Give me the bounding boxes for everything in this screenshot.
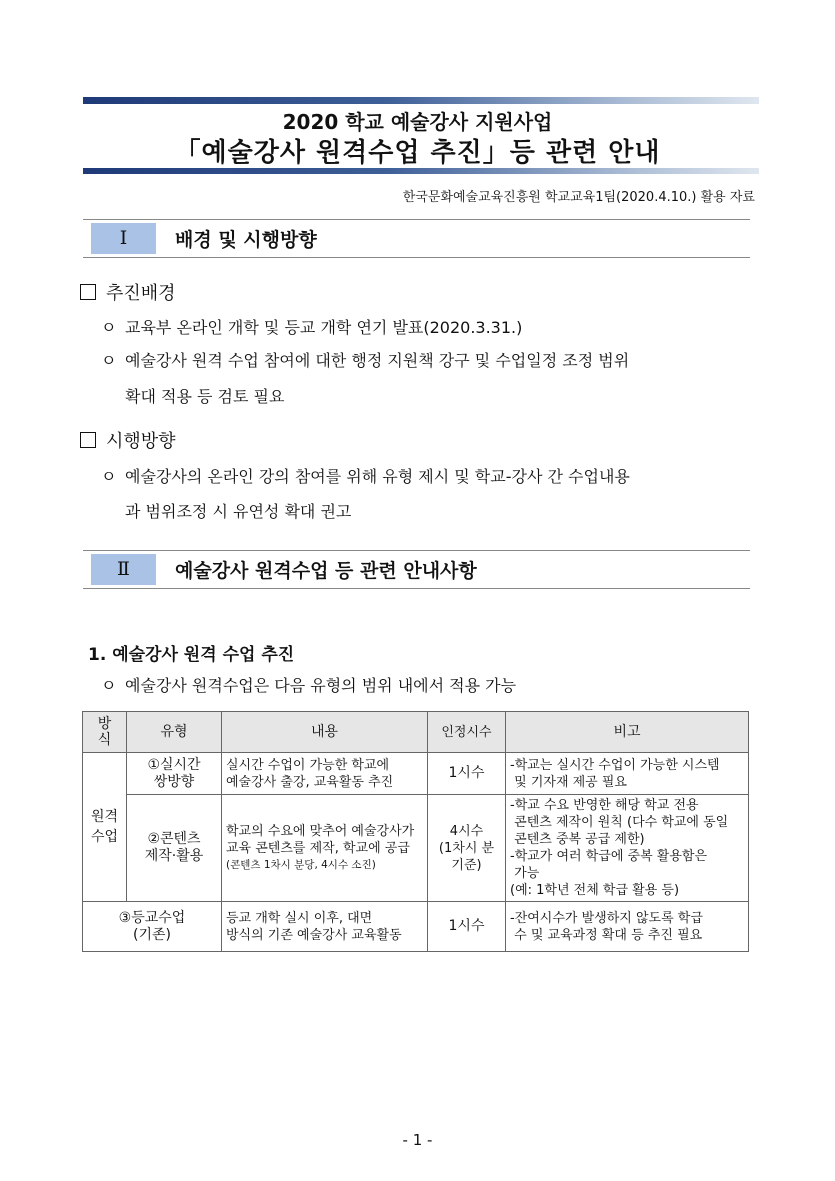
page-number: - 1 - bbox=[402, 1131, 433, 1149]
section-2-title: 예술강사 원격수업 등 관련 안내사항 bbox=[175, 560, 477, 582]
content-small-note: (콘텐츠 1차시 분당, 4시수 소진) bbox=[226, 858, 376, 871]
note-cell: -학교 수요 반영한 해당 학교 전용 콘텐츠 제작이 원칙 (다수 학교에 동일 콘텐츠 중복 공급 제한) -학교가 여러 학급에 중복 활용함은 가능 (예: 1학년 전체 학급 활용 등) bbox=[506, 795, 749, 902]
direction-bullet-1 bbox=[101, 461, 630, 493]
type-cell: ①실시간 쌍방향 bbox=[127, 753, 222, 795]
background-heading bbox=[80, 279, 176, 305]
direction-heading-label: 시행방향 bbox=[106, 431, 176, 452]
section-1-title: 배경 및 시행방향 bbox=[175, 229, 317, 251]
direction-bullet-1-cont: 과 범위조정 시 유연성 확대 권고 bbox=[125, 502, 352, 521]
remote-class-table bbox=[82, 711, 749, 952]
hours-cell: 1시수 bbox=[428, 753, 506, 795]
bullet-mark: ㅇ bbox=[101, 676, 117, 695]
bullet-mark: ㅇ bbox=[101, 318, 117, 337]
table-header-row bbox=[83, 712, 749, 753]
checkbox-square-icon bbox=[80, 284, 96, 300]
section-1-header bbox=[83, 219, 750, 257]
document-title-line1: 2020 학교 예술강사 지원사업 bbox=[282, 110, 553, 134]
title-top-bar bbox=[83, 97, 759, 104]
background-bullet-2 bbox=[101, 345, 629, 377]
bullet-text: 교육부 온라인 개학 및 등교 개학 연기 발표(2020.3.31.) bbox=[125, 318, 523, 337]
subsection-1-title: 1. 예술강사 원격 수업 추진 bbox=[88, 645, 295, 665]
title-bottom-bar bbox=[83, 168, 759, 174]
content-cell: 실시간 수업이 가능한 학교에 예술강사 출강, 교육활동 추진 bbox=[222, 753, 428, 795]
subsection-1-bullet bbox=[101, 670, 516, 702]
header-note: 비고 bbox=[506, 712, 749, 753]
background-bullet-1 bbox=[101, 312, 522, 344]
group-cell: 원격 수업 bbox=[83, 753, 127, 902]
document-title-line2: 「예술강사 원격수업 추진」등 관련 안내 bbox=[174, 138, 661, 168]
direction-heading bbox=[80, 427, 176, 453]
content-cell bbox=[222, 795, 428, 902]
table-row bbox=[83, 753, 749, 795]
section-2-number: Ⅱ bbox=[91, 554, 156, 585]
note-cell: -학교는 실시간 수업이 가능한 시스템 및 기자재 제공 필요 bbox=[506, 753, 749, 795]
header-type: 유형 bbox=[127, 712, 222, 753]
bullet-text: 예술강사 원격수업은 다음 유형의 범위 내에서 적용 가능 bbox=[125, 676, 517, 695]
note-cell: -잔여시수가 발생하지 않도록 학급 수 및 교육과정 확대 등 추진 필요 bbox=[506, 902, 749, 952]
table-row bbox=[83, 902, 749, 952]
hours-cell: 1시수 bbox=[428, 902, 506, 952]
bullet-mark: ㅇ bbox=[101, 351, 117, 370]
type-cell: ③등교수업 (기존) bbox=[83, 902, 222, 952]
checkbox-square-icon bbox=[80, 432, 96, 448]
content-text: 학교의 수요에 맞추어 예술강사가 교육 콘텐츠를 제작, 학교에 공급 bbox=[226, 823, 415, 856]
hours-cell: 4시수 (1차시 분 기준) bbox=[428, 795, 506, 902]
bullet-mark: ㅇ bbox=[101, 467, 117, 486]
bullet-text: 예술강사의 온라인 강의 참여를 위해 유형 제시 및 학교-강사 간 수업내용 bbox=[125, 467, 630, 486]
background-heading-label: 추진배경 bbox=[106, 283, 176, 304]
type-cell: ②콘텐츠 제작·활용 bbox=[127, 795, 222, 902]
section-1-number: Ⅰ bbox=[91, 223, 156, 254]
bullet-text: 예술강사 원격 수업 참여에 대한 행정 지원책 강구 및 수업일정 조정 범위 bbox=[125, 351, 630, 370]
table-row bbox=[83, 795, 749, 902]
background-bullet-2-cont: 확대 적용 등 검토 필요 bbox=[125, 387, 285, 406]
section-2-header bbox=[83, 550, 750, 588]
content-cell: 등교 개학 실시 이후, 대면 방식의 기존 예술강사 교육활동 bbox=[222, 902, 428, 952]
header-hours: 인정시수 bbox=[428, 712, 506, 753]
header-method: 방 식 bbox=[83, 712, 127, 753]
header-content: 내용 bbox=[222, 712, 428, 753]
source-note: 한국문화예술교육진흥원 학교교육1팀(2020.4.10.) 활용 자료 bbox=[402, 190, 755, 205]
